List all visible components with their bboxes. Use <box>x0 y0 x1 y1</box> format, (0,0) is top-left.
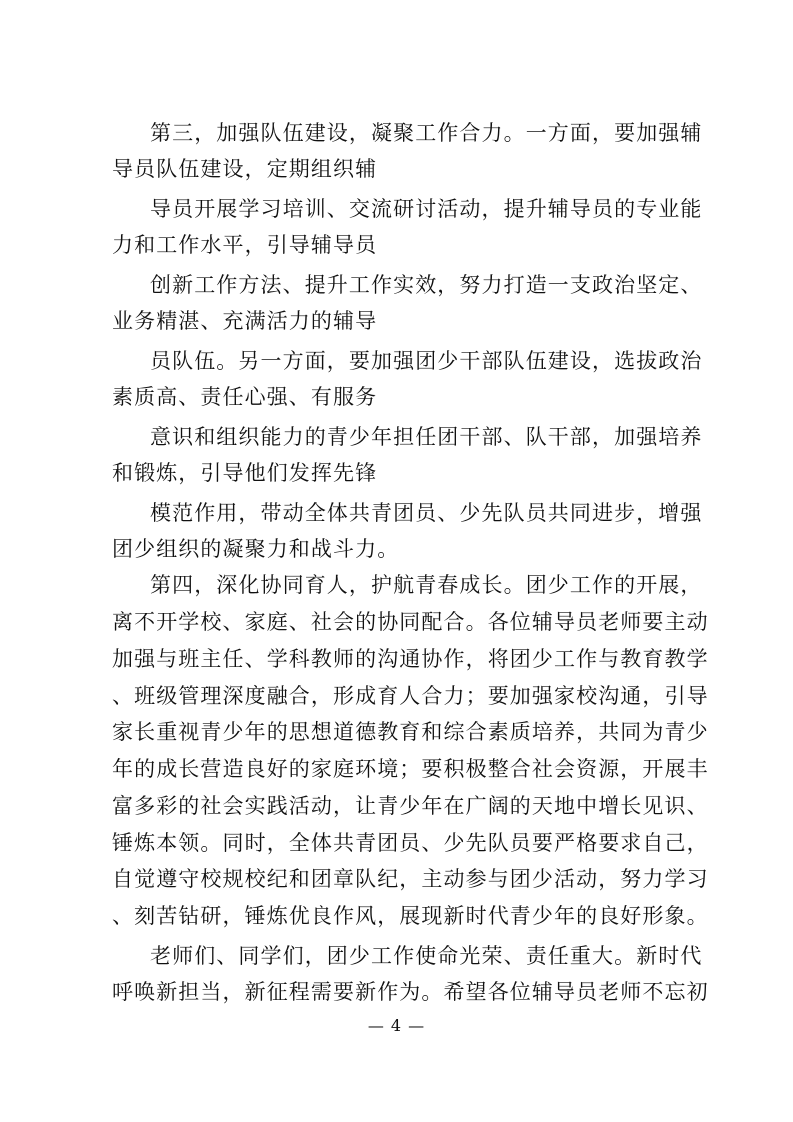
text-line: 导员开展学习培训、交流研讨活动，提升辅导员的专业能 <box>150 197 703 221</box>
text-line: 力和工作水平，引导辅导员 <box>112 233 378 257</box>
text-line: 锤炼本领。同时，全体共青团员、少先队员要严格要求自己， <box>112 831 709 855</box>
text-line: 和锻炼，引导他们发挥先锋 <box>112 461 378 485</box>
text-line: 自觉遵守校规校纪和团章队纪，主动参与团少活动，努力学习 <box>112 867 709 891</box>
text-line: 、刻苦钻研，锤炼优良作风，展现新时代青少年的良好形象。 <box>112 904 709 928</box>
text-line: 业务精湛、充满活力的辅导 <box>112 309 378 333</box>
text-line: 导员队伍建设，定期组织辅 <box>112 157 378 181</box>
text-line: 第四，深化协同育人，护航青春成长。团少工作的开展， <box>150 573 703 597</box>
text-line: 呼唤新担当，新征程需要新作为。希望各位辅导员老师不忘初 <box>112 980 709 1004</box>
text-line: 离不开学校、家庭、社会的协同配合。各位辅导员老师要主动 <box>112 610 709 634</box>
text-line: 年的成长营造良好的家庭环境；要积极整合社会资源，开展丰 <box>112 757 709 781</box>
text-line: 素质高、责任心强、有服务 <box>112 385 378 409</box>
text-line: 模范作用，带动全体共青团员、少先队员共同进步，增强 <box>150 501 703 525</box>
text-line: 富多彩的社会实践活动，让青少年在广阔的天地中增长见识、 <box>112 794 709 818</box>
text-line: 第三，加强队伍建设，凝聚工作合力。一方面，要加强辅 <box>150 121 703 145</box>
text-line: 团少组织的凝聚力和战斗力。 <box>112 537 400 561</box>
page-number: — 4 — <box>367 1016 426 1035</box>
text-line: 员队伍。另一方面，要加强团少干部队伍建设，选拔政治 <box>150 349 703 373</box>
text-line: 意识和组织能力的青少年担任团干部、队干部，加强培养 <box>150 425 703 449</box>
text-line: 家长重视青少年的思想道德教育和综合素质培养，共同为青少 <box>112 720 709 744</box>
text-line: 加强与班主任、学科教师的沟通协作，将团少工作与教育教学 <box>112 647 709 671</box>
text-line: 老师们、同学们，团少工作使命光荣、责任重大。新时代 <box>150 944 703 968</box>
text-line: 、班级管理深度融合，形成育人合力；要加强家校沟通，引导 <box>112 684 709 708</box>
text-line: 创新工作方法、提升工作实效，努力打造一支政治坚定、 <box>150 273 703 297</box>
